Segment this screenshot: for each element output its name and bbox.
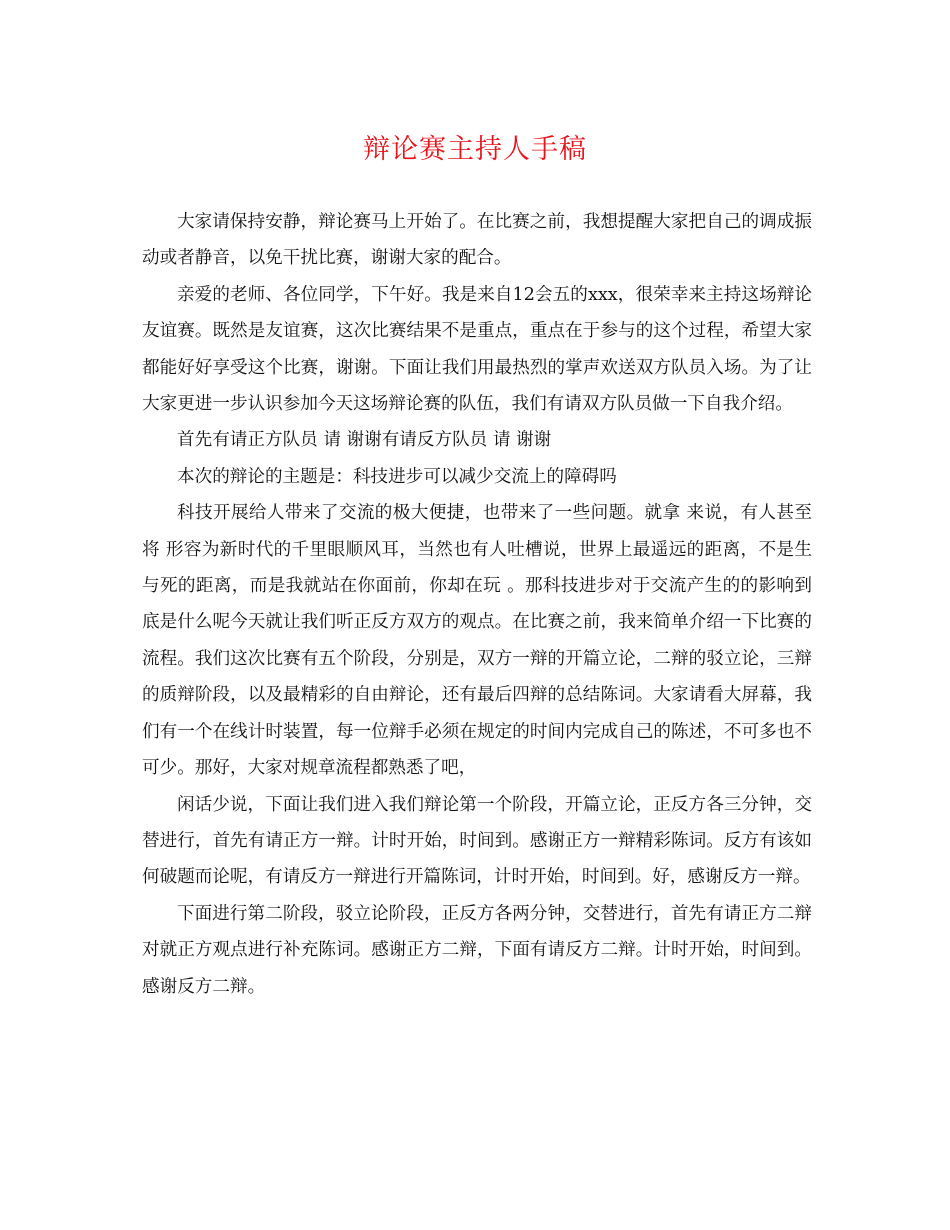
paragraph-stage-one: 闲话少说，下面让我们进入我们辩论第一个阶段，开篇立论，正反方各三分钟，交替进行，首先有请正方一辩。计时开始，时间到。感谢正方一辩精彩陈词。反方有该如何破题而论呢，有请反方一辩进行开篇陈词，计时开始，时间到。好，感谢反方一辩。: [142, 794, 812, 888]
paragraph-debate-topic: 本次的辩论的主题是：科技进步可以减少交流上的障碍吗: [177, 466, 617, 487]
paragraph-greeting: 亲爱的老师、各位同学，下午好。我是来自12会五的xxx，很荣幸来主持这场辩论友谊赛。既然是友谊赛，这次比赛结果不是重点，重点在于参与的这个过程，希望大家都能好好享受这个比赛，谢谢。下面让我们用最热烈的掌声欢送双方队员入场。为了让大家更进一步认识参加今天这场辩论赛的队伍，我们有请双方队员做一下自我介绍。: [142, 284, 812, 415]
paragraph-opening-notice: 大家请保持安静，辩论赛马上开始了。在比赛之前，我想提醒大家把自己的调成振动或者静音，以免干扰比赛，谢谢大家的配合。: [142, 212, 812, 269]
paragraph-background-and-process: 科技开展给人带来了交流的极大便捷，也带来了一些问题。就拿 来说，有人甚至将 形容为新时代的千里眼顺风耳，当然也有人吐槽说，世界上最遥远的距离，不是生与死的距离，而是我就站在你面前，你却在玩 。那科技进步对于交流产生的的影响到底是什么呢今天就让我们听正反方双方的观点。在比赛之前，我来简单介绍一下比赛的流程。我们这次比赛有五个阶段，分别是，双方一辩的开篇立论，二辩的驳立论，三辩的质辩阶段，以及最精彩的自由辩论，还有最后四辩的总结陈词。大家请看大屏幕，我们有一个在线计时装置，每一位辩手必须在规定的时间内完成自己的陈述，不可多也不可少。那好，大家对规章流程都熟悉了吧，: [142, 503, 812, 779]
paragraph-team-introduction: 首先有请正方队员 请 谢谢有请反方队员 请 谢谢: [177, 430, 552, 451]
document-body: [142, 204, 812, 1005]
paragraph-stage-two: 下面进行第二阶段，驳立论阶段，正反方各两分钟，交替进行，首先有请正方二辩对就正方观点进行补充陈词。感谢正方二辩，下面有请反方二辩。计时开始，时间到。感谢反方二辩。: [142, 903, 812, 997]
document-title: 辩论赛主持人手稿: [363, 134, 587, 165]
